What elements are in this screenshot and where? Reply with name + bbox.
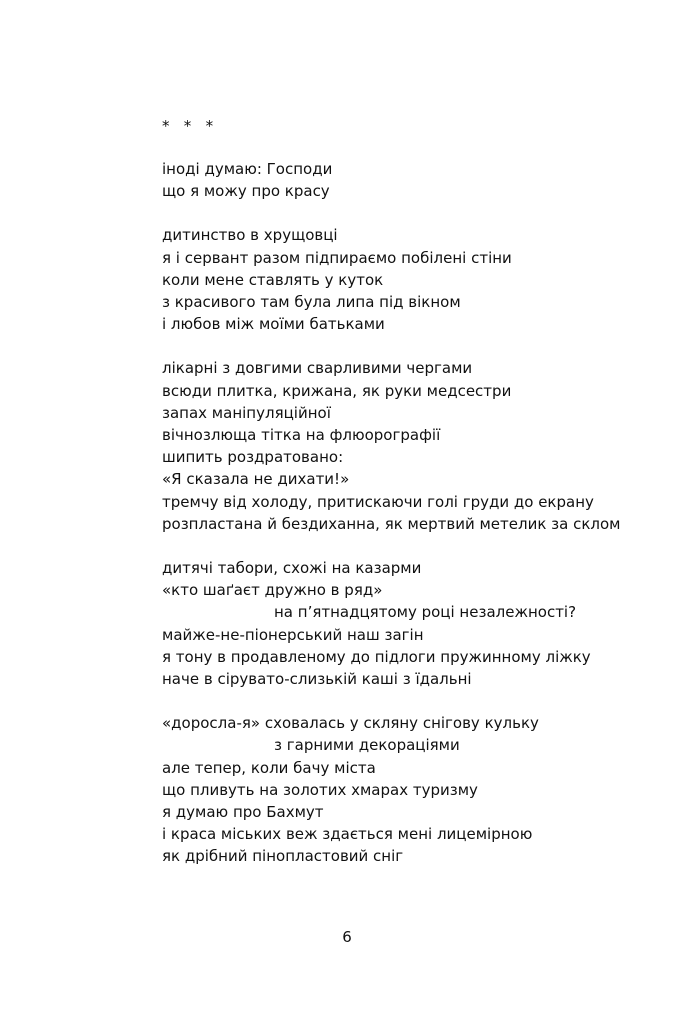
stanza (162, 712, 662, 867)
poem-line: запах маніпуляційної (162, 403, 331, 422)
poem-line: шипить роздратовано: (162, 448, 344, 467)
poem-line: як дрібний пінопластовий сніг (162, 847, 404, 866)
poem-line: вічнозлюща тітка на флюорографії (162, 426, 441, 445)
poem-line: я і сервант разом підпираємо побілені стіни (162, 248, 512, 267)
poem-line: з красивого там була липа під вікном (162, 293, 461, 312)
stanza (162, 357, 662, 535)
poem-body (162, 158, 662, 890)
poem-line: дитинство в хрущовці (162, 226, 338, 245)
poem-line: що пливуть на золотих хмарах туризму (162, 780, 478, 799)
poem-line: і любов між моїми батьками (162, 315, 385, 334)
page-number: 6 (342, 928, 352, 946)
stanza (162, 557, 662, 690)
poem-line: розпластана й бездиханна, як мертвий метелик за склом (162, 514, 621, 533)
poem-line: «кто шаґаєт дружно в ряд» (162, 581, 383, 600)
stanza (162, 158, 662, 202)
poem-line: майже-не-піонерський наш загін (162, 625, 424, 644)
stanza (162, 224, 662, 335)
poem-line: «Я сказала не дихати!» (162, 470, 350, 489)
poem-line: але тепер, коли бачу міста (162, 758, 376, 777)
poem-line: я тону в продавленому до підлоги пружинному ліжку (162, 647, 591, 666)
poem-line: на п’ятнадцятому році незалежності? (274, 603, 577, 622)
poem-line: «доросла-я» сховалась у скляну снігову кульку (162, 714, 539, 733)
poem-line: дитячі табори, схожі на казарми (162, 559, 422, 578)
poem-line: тремчу від холоду, притискаючи голі груди до екрану (162, 492, 594, 511)
poem-line: всюди плитка, крижана, як руки медсестри (162, 381, 512, 400)
poem-line: і краса міських веж здається мені лицемірною (162, 825, 533, 844)
poem-line: що я можу про красу (162, 182, 330, 201)
poem-line: наче в сірувато-слизькій каші з їдальні (162, 670, 472, 689)
poem-line: з гарними декораціями (274, 736, 460, 755)
poem-line: іноді думаю: Господи (162, 160, 333, 178)
poem-line: лікарні з довгими сварливими чергами (162, 359, 473, 378)
section-separator: * * * (162, 117, 214, 135)
poem-line: коли мене ставлять у куток (162, 270, 384, 289)
poem-line: я думаю про Бахмут (162, 803, 324, 822)
